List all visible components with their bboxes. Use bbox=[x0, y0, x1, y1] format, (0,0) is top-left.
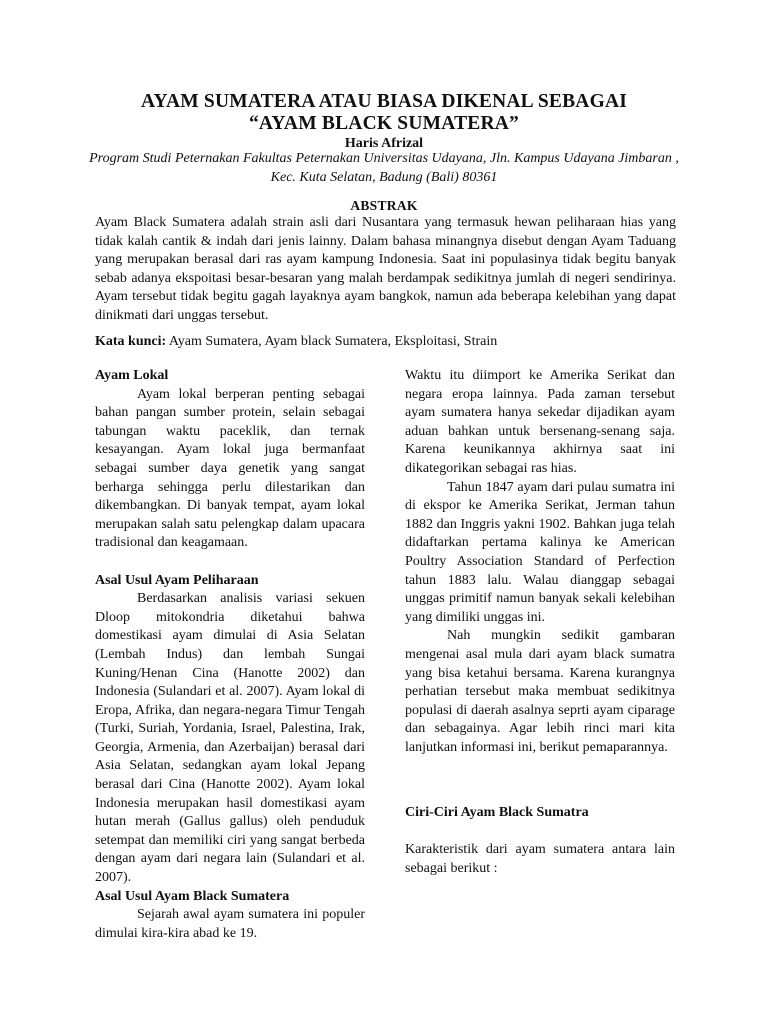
paragraph-asal-usul-peliharaan: Berdasarkan analisis variasi sekuen Dloop mitokondria diketahui bahwa domestikasi ayam dimulai di Asia Selatan (Lembah Indus) dan lembah Sungai Kuning/Henan Cina (Hanotte 2002) dan Indonesia (Sulandari et al. 2007). Ayam lokal di Eropa, Afrika, dan negara-negara Timur Tengah (Turki, Suriah, Yordania, Israel, Palestina, Irak, Georgia, Armenia, dan Azerbaijan) berasal dari Asia Selatan, sedangkan ayam lokal Jepang berasal dari Cina (Hanotte 2002). Ayam lokal Indonesia merupakan hasil domestikasi ayam hutan merah (Gallus gallus) oleh penduduk setempat dan memiliki ciri yang sangat berbeda dengan ayam dari negara lain (Sulandari et al. 2007). bbox=[95, 591, 365, 886]
paragraph-export-history: Tahun 1847 ayam dari pulau sumatra ini di ekspor ke Amerika Serikat, Jerman tahun 1882 dan Inggris yakni 1902. Bahkan juga telah didaftarkan pertama kalinya ke American Poultry Association Standard of Perfection tahun 1883 lalu. Walau dianggap sebagai unggas primitif namun banyak sekali kelebihan yang dimiliki unggas ini. bbox=[405, 479, 675, 625]
author-name: Haris Afrizal bbox=[344, 136, 424, 151]
keywords-list: Ayam Sumatera, Ayam black Sumatera, Eksploitasi, Strain bbox=[168, 334, 498, 349]
right-column bbox=[405, 367, 675, 878]
paper-title-line-1: AYAM SUMATERA ATAU BIASA DIKENAL SEBAGAI bbox=[140, 91, 628, 112]
paragraph-import-history: Waktu itu diimport ke Amerika Serikat dan negara eropa lainnya. Pada zaman tersebut ayam sumatera hanya sekedar dijadikan ayam aduan bahkan untuk bersenang-senang saja. Karena keunikannya akhirnya saat ini dikategorikan sebagai ras hias. bbox=[405, 368, 675, 476]
keywords-line bbox=[95, 333, 676, 351]
section-heading-ciri-ciri: Ciri-Ciri Ayam Black Sumatra bbox=[405, 805, 589, 821]
section-heading-asal-usul-black-sumatera: Asal Usul Ayam Black Sumatera bbox=[95, 888, 290, 904]
keywords-label: Kata kunci: bbox=[95, 334, 167, 349]
paper-title-line-2: “AYAM BLACK SUMATERA” bbox=[248, 113, 519, 134]
abstract-body: Ayam Black Sumatera adalah strain asli dari Nusantara yang termasuk hewan peliharaan hias yang tidak kalah cantik & indah dari jenis lainny. Dalam bahasa minangnya disebut dengan Ayam Taduang yang merupakan berasal dari ras ayam kampung Indonesia. Saat ini populasinya tidak begitu banyak sebab adanya ekspoitasi besar-besaran yang malah berdampak sedikitnya jumlah di negeri sendirinya. Ayam tersebut tidak begitu gagah layaknya ayam bangkok, namun ada beberapa kelebihan yang dapat dinikmati dari unggas tersebut. bbox=[95, 215, 676, 323]
section-heading-asal-usul-peliharaan: Asal Usul Ayam Peliharaan bbox=[95, 572, 259, 588]
paragraph-karakteristik: Karakteristik dari ayam sumatera antara lain sebagai berikut : bbox=[405, 842, 675, 876]
paragraph-asal-usul-black-sumatera: Sejarah awal ayam sumatera ini populer dimulai kira-kira abad ke 19. bbox=[95, 907, 365, 941]
left-column bbox=[95, 367, 365, 943]
abstract-heading: ABSTRAK bbox=[350, 198, 418, 213]
author-affiliation: Program Studi Peternakan Fakultas Peternakan Universitas Udayana, Jln. Kampus Udayana Jimbaran , Kec. Kuta Selatan, Badung (Bali) 80361 bbox=[89, 151, 679, 185]
section-heading-ayam-lokal: Ayam Lokal bbox=[95, 368, 169, 383]
paragraph-ayam-lokal: Ayam lokal berperan penting sebagai bahan pangan sumber protein, selain sebagai tabungan waktu paceklik, dan ternak kesayangan. Ayam lokal juga bermanfaat sebagai sumber daya genetik yang sangat berharga sehingga perlu dilestarikan dan dikembangkan. Di banyak tempat, ayam lokal merupakan salah satu pelengkap dalam upacara tradisional dan keagamaan. bbox=[95, 386, 365, 551]
paragraph-origin-summary: Nah mungkin sedikit gambaran mengenai asal mula dari ayam black sumatra yang bisa ketahui bersama. Karena kurangnya perhatian tersebut maka membuat sedikitnya populasi di daerah asalnya seprti ayam ciparage dan sebagainya. Agar lebih rinci mari kita lanjutkan informasi ini, berikut pemaparannya. bbox=[405, 628, 675, 755]
